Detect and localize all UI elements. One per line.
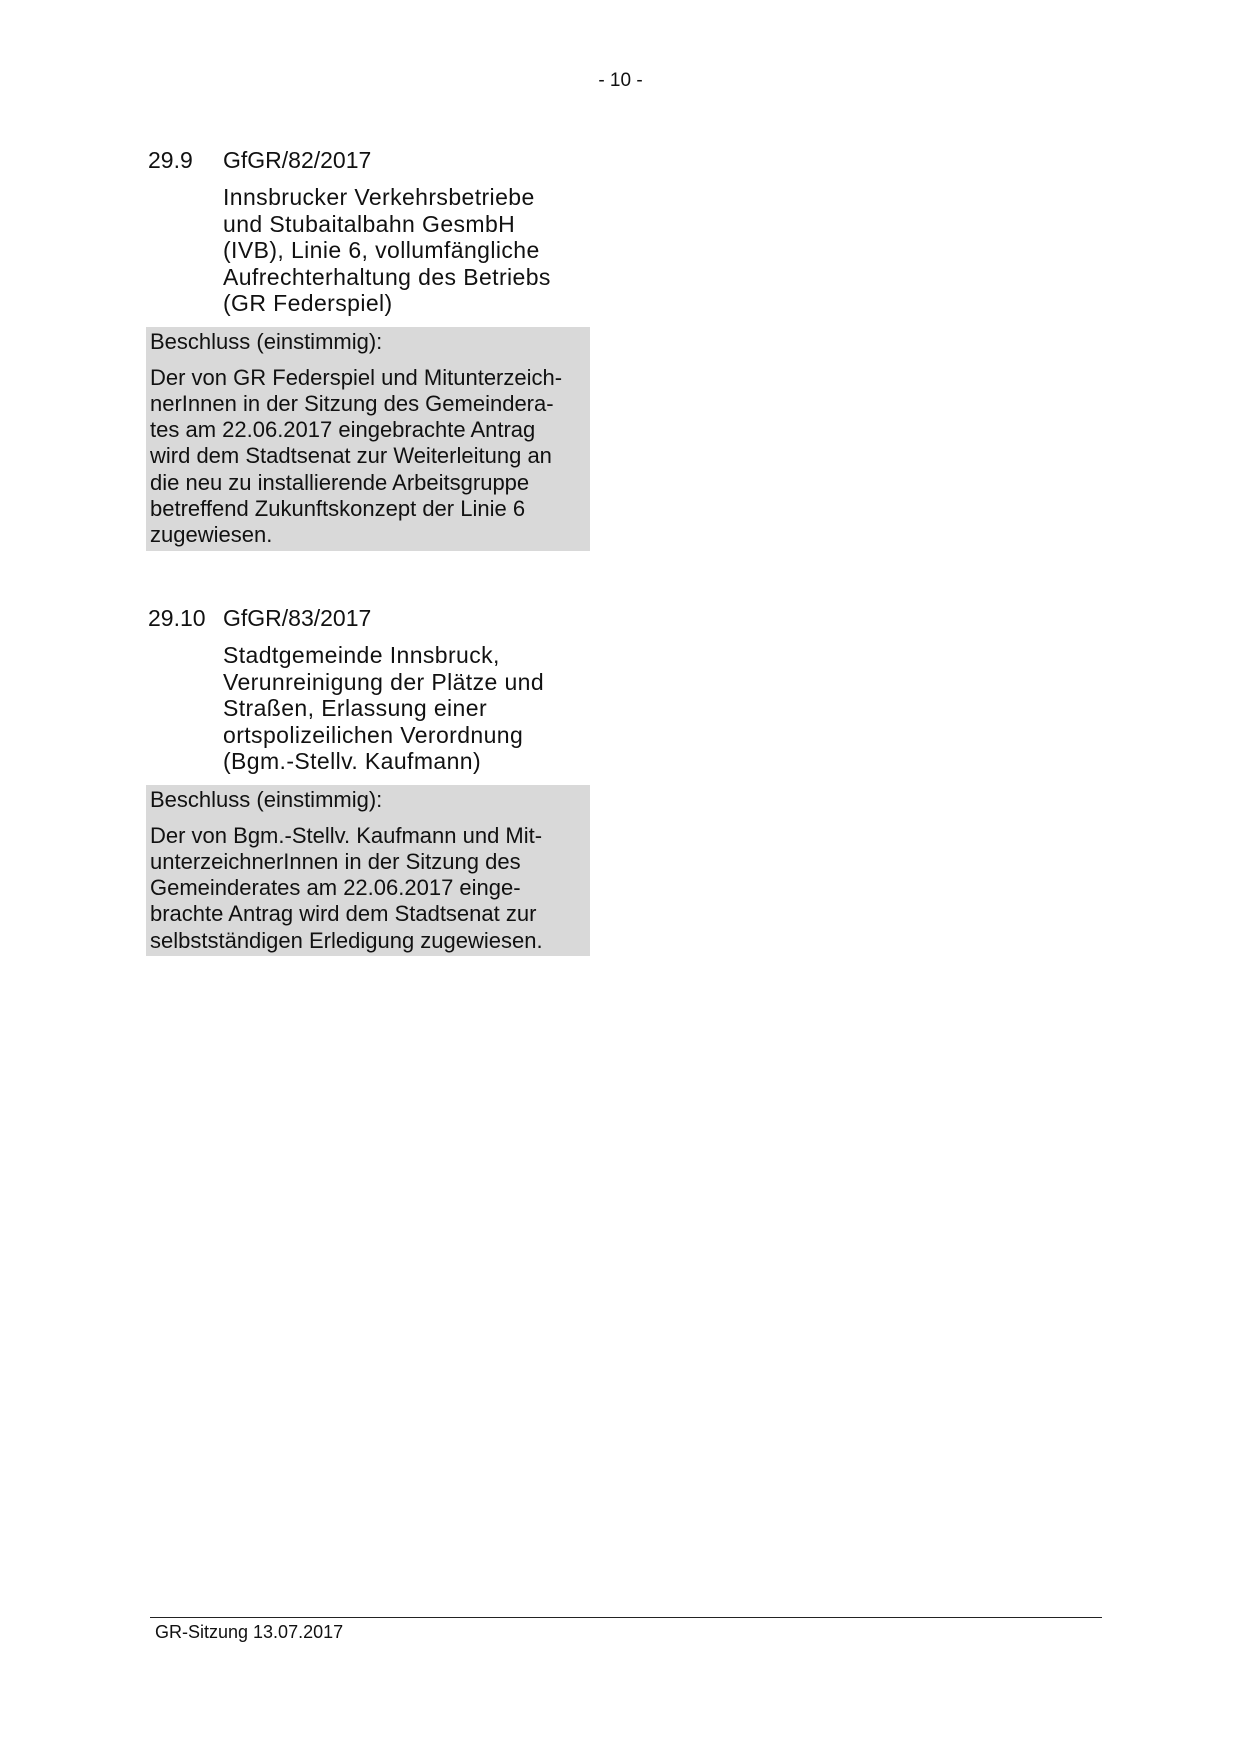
decision-box — [146, 327, 590, 551]
item-title-line: (Bgm.-Stellv. Kaufmann) — [223, 748, 482, 774]
item-title-line: Stadtgemeinde Innsbruck, — [223, 642, 500, 668]
decision-line: tes am 22.06.2017 eingebrachte Antrag — [150, 417, 536, 443]
item-title-line: (GR Federspiel) — [223, 290, 393, 316]
decision-box — [146, 785, 590, 956]
decision-line: zugewiesen. — [150, 522, 273, 548]
decision-line: wird dem Stadtsenat zur Weiterleitung an — [150, 443, 552, 469]
item-code: GfGR/83/2017 — [223, 605, 372, 631]
decision-label: Beschluss (einstimmig): — [150, 328, 383, 354]
footer-text: GR-Sitzung 13.07.2017 — [155, 1622, 344, 1642]
decision-line: Der von GR Federspiel und Mitunterzeich- — [150, 364, 563, 390]
decision-text — [150, 365, 586, 551]
footer-divider — [150, 1617, 1102, 1618]
item-title — [223, 642, 590, 775]
decision-line: betreffend Zukunftskonzept der Linie 6 — [150, 495, 526, 521]
decision-text — [150, 823, 586, 956]
decision-line: Gemeinderates am 22.06.2017 einge- — [150, 875, 521, 901]
decision-line: selbstständigen Erledigung zugewiesen. — [150, 927, 543, 953]
item-title-line: Innsbrucker Verkehrsbetriebe — [223, 184, 535, 210]
item-title-line: und Stubaitalbahn GesmbH — [223, 210, 516, 237]
item-header — [148, 146, 590, 174]
item-title-line: (IVB), Linie 6, vollumfängliche — [223, 237, 540, 263]
item-title-line: Aufrechterhaltung des Betriebs — [223, 263, 551, 290]
item-title — [223, 184, 590, 317]
page-number: - 10 - — [598, 70, 643, 91]
decision-label: Beschluss (einstimmig): — [150, 786, 383, 812]
agenda-item — [148, 146, 590, 551]
item-title-line: Straßen, Erlassung einer — [223, 695, 488, 721]
decision-line: brachte Antrag wird dem Stadtsenat zur — [150, 901, 537, 927]
agenda-item — [148, 604, 590, 956]
decision-line: Der von Bgm.-Stellv. Kaufmann und Mit- — [150, 822, 543, 848]
item-header — [148, 604, 590, 632]
item-number: 29.9 — [148, 147, 193, 173]
item-code: GfGR/82/2017 — [223, 147, 372, 173]
item-title-line: Verunreinigung der Plätze und — [223, 668, 545, 695]
item-title-line: ortspolizeilichen Verordnung — [223, 721, 524, 748]
decision-line: unterzeichnerInnen in der Sitzung des — [150, 848, 521, 874]
item-number: 29.10 — [148, 605, 206, 631]
decision-line: die neu zu installierende Arbeitsgruppe — [150, 469, 530, 495]
decision-line: nerInnen in der Sitzung des Gemeindera- — [150, 390, 554, 416]
